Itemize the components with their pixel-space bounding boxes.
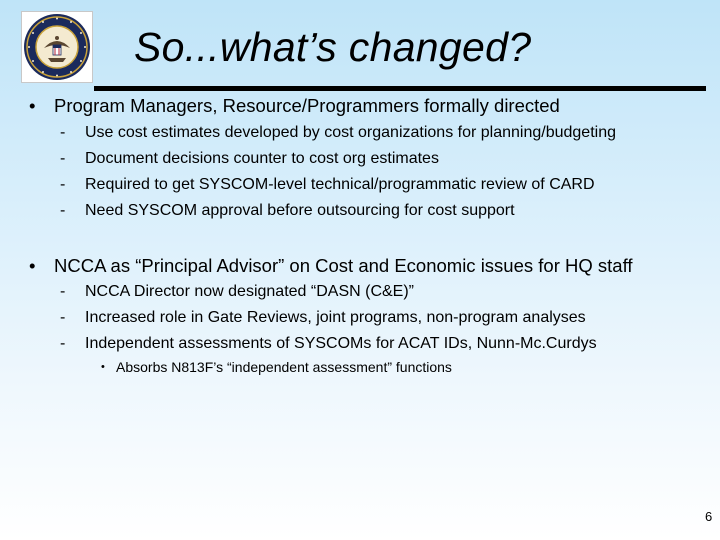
dash-icon: - — [60, 124, 66, 141]
sub-sub-bullet-text: Absorbs N813F’s “independent assessment” functions — [116, 359, 452, 375]
seal-emblem-icon — [22, 12, 92, 82]
bullet-icon: • — [101, 361, 105, 373]
dash-icon: - — [60, 176, 66, 193]
sub-bullet-text: Use cost estimates developed by cost organizations for planning/budgeting — [85, 124, 616, 141]
bullet-text: NCCA as “Principal Advisor” on Cost and Economic issues for HQ staff — [54, 255, 633, 276]
sub-bullet-text: Increased role in Gate Reviews, joint programs, non-program analyses — [85, 309, 586, 326]
dash-icon: - — [60, 335, 66, 352]
dash-icon: - — [60, 202, 66, 219]
sub-bullet-text: Need SYSCOM approval before outsourcing for cost support — [85, 202, 515, 219]
title-rule-divider — [94, 86, 706, 91]
sub-bullet-text: Document decisions counter to cost org estimates — [85, 150, 439, 167]
dash-icon: - — [60, 283, 66, 300]
bullet-text: Program Managers, Resource/Programmers formally directed — [54, 95, 560, 116]
sub-bullet-text: Required to get SYSCOM-level technical/programmatic review of CARD — [85, 176, 595, 193]
sub-bullet-text: NCCA Director now designated “DASN (C&E)” — [85, 283, 414, 300]
dash-icon: - — [60, 309, 66, 326]
bullet-icon: • — [29, 255, 36, 276]
bullet-icon: • — [29, 95, 36, 116]
page-number: 6 — [705, 509, 713, 524]
seal-logo — [21, 11, 93, 83]
dash-icon: - — [60, 150, 66, 167]
sub-bullet-text: Independent assessments of SYSCOMs for ACAT IDs, Nunn-Mc.Curdys — [85, 335, 597, 352]
slide-title: So...what’s changed? — [134, 24, 532, 70]
